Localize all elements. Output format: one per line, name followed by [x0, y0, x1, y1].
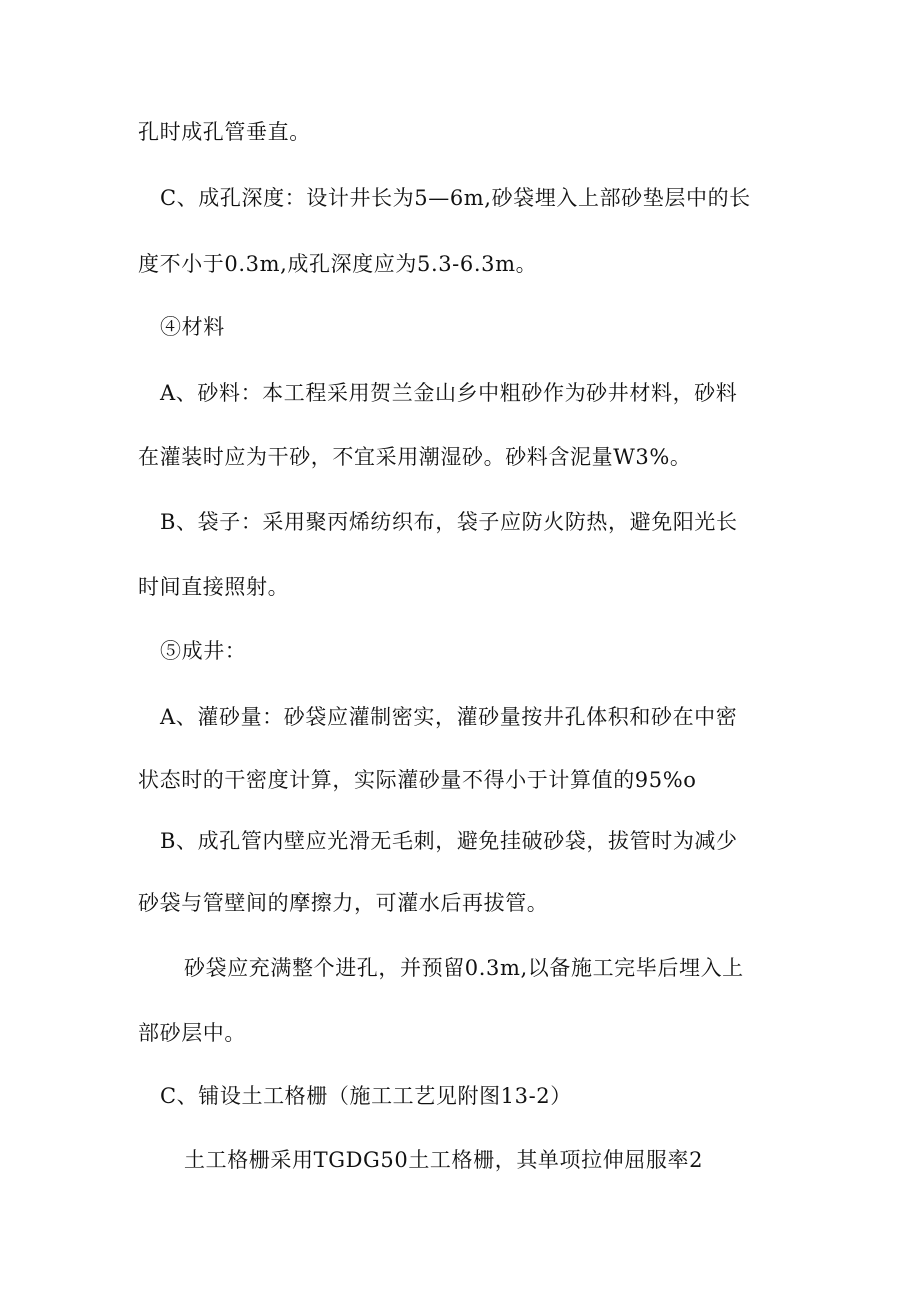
text-line-11: 状态时的干密度计算，实际灌砂量不得小于计算值的95%o [138, 768, 697, 792]
text-line-2: C、成孔深度：设计井长为5—6m,砂袋埋入上部砂垫层中的长 [160, 186, 751, 210]
text-line-13: 砂袋与管壁间的摩擦力，可灌水后再拔管。 [138, 891, 549, 915]
section-heading-materials: ④材料 [160, 315, 225, 339]
text-line-6: 在灌装时应为干砂，不宜采用潮湿砂。砂料含泥量W3%。 [138, 445, 692, 469]
text-line-15: 部砂层中。 [138, 1021, 246, 1045]
text-line-12: B、成孔管内壁应光滑无毛刺，避免挂破砂袋，拔管时为减少 [160, 829, 738, 853]
text-line-5: A、砂料：本工程采用贺兰金山乡中粗砂作为砂井材料，砂料 [160, 381, 738, 405]
text-line-14: 砂袋应充满整个进孔，并预留0.3m,以备施工完毕后埋入上 [184, 956, 744, 980]
text-line-8: 时间直接照射。 [138, 575, 290, 599]
section-heading-well: ⑤成井： [160, 639, 247, 663]
text-line-7: B、袋子：采用聚丙烯纺织布，袋子应防火防热，避免阳光长 [160, 510, 738, 534]
text-line-1: 孔时成孔管垂直。 [138, 120, 311, 144]
text-line-16: C、铺设土工格栅（施工工艺见附图13-2） [160, 1084, 572, 1108]
text-line-3: 度不小于0.3m,成孔深度应为5.3-6.3m。 [138, 252, 538, 276]
text-line-17: 土工格栅采用TGDG50土工格栅，其单项拉伸屈服率2 [184, 1148, 704, 1172]
text-line-10: A、灌砂量：砂袋应灌制密实，灌砂量按井孔体积和砂在中密 [160, 705, 738, 729]
